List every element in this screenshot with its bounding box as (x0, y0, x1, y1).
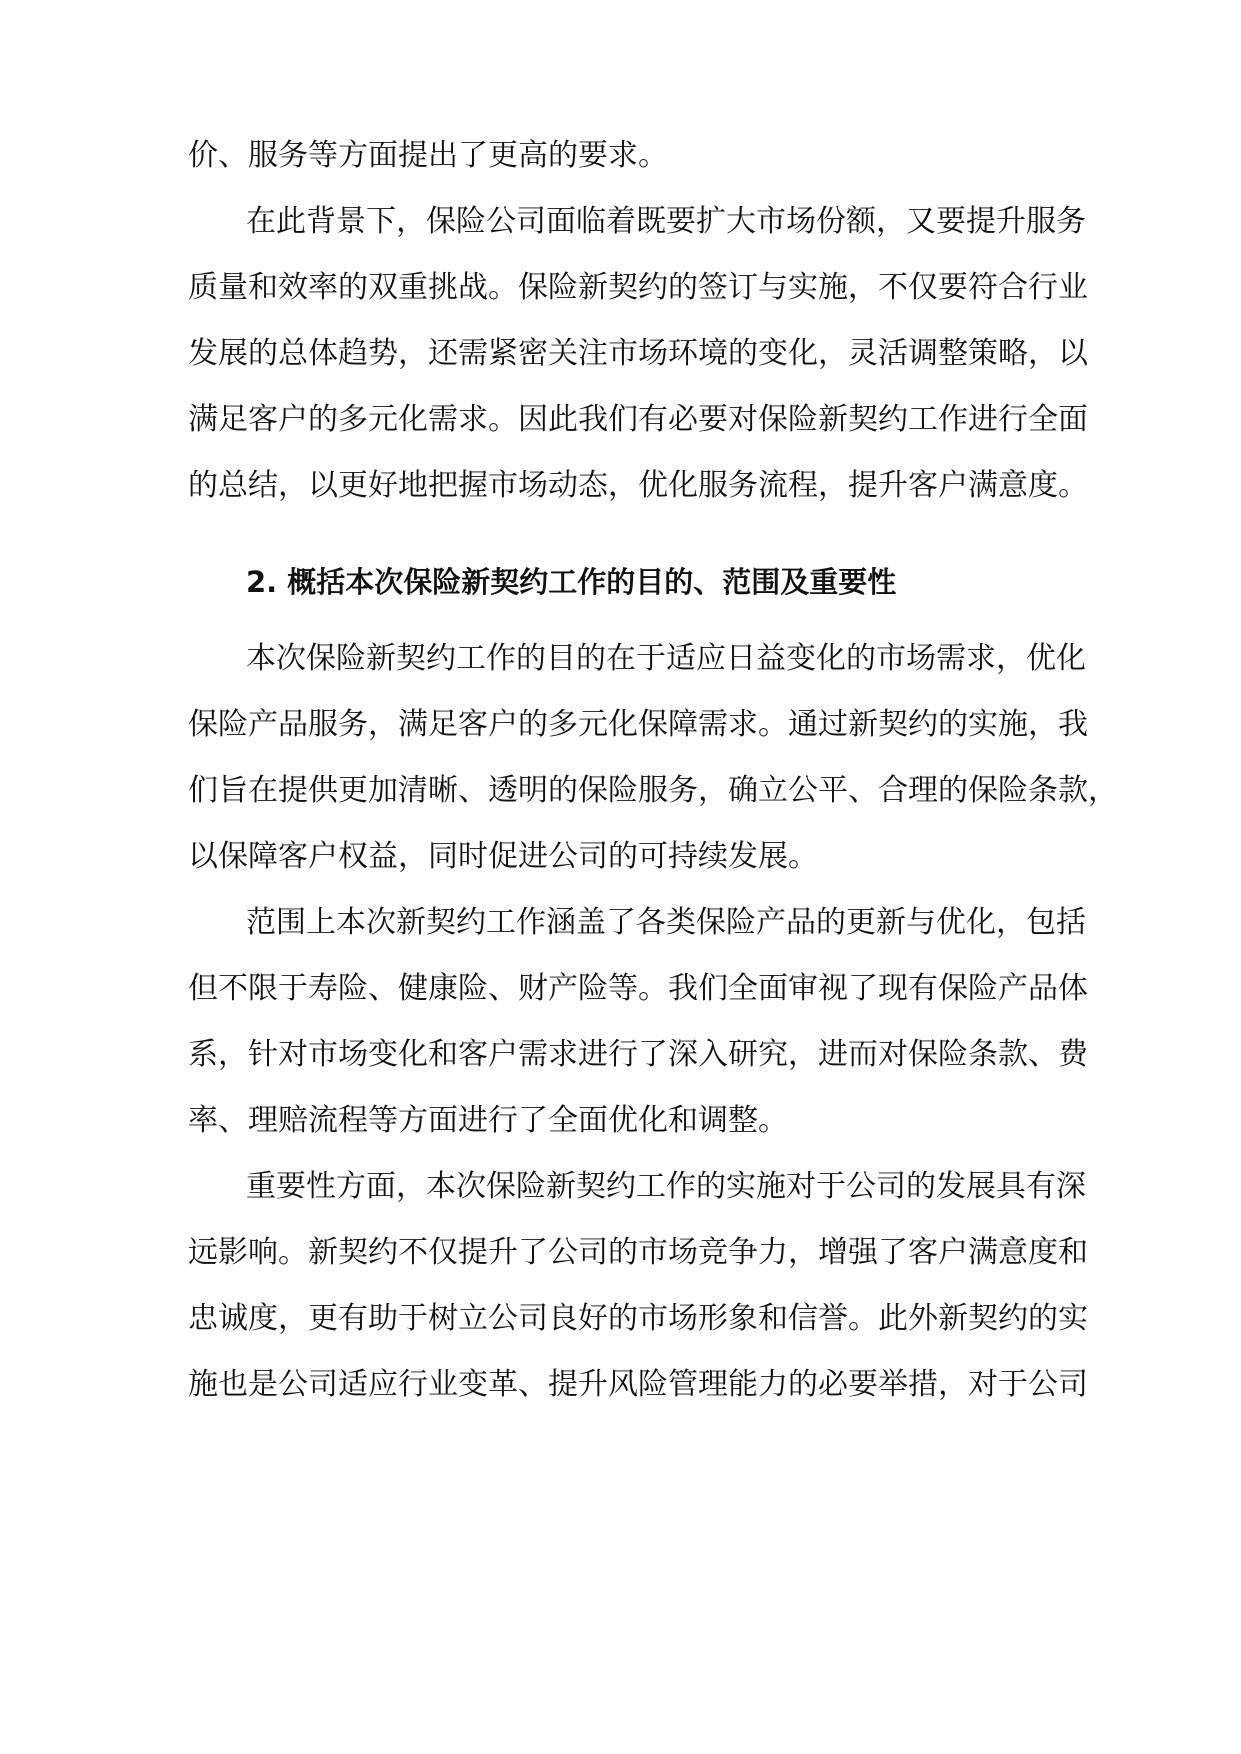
paragraph-line: 远影响。新契约不仅提升了公司的市场竞争力，增强了客户满意度和 (188, 1235, 1088, 1270)
paragraph-line: 在此背景下，保险公司面临着既要扩大市场份额，又要提升服务 (246, 204, 1086, 239)
paragraph-line: 发展的总体趋势，还需紧密关注市场环境的变化，灵活调整策略，以 (188, 336, 1088, 371)
paragraph-line: 忠诚度，更有助于树立公司良好的市场形象和信誉。此外新契约的实 (188, 1301, 1088, 1336)
paragraph-line: 们旨在提供更加清晰、透明的保险服务，确立公平、合理的保险条款， (188, 773, 1118, 808)
paragraph-line: 以保障客户权益，同时促进公司的可持续发展。 (188, 839, 818, 874)
paragraph-line: 的总结，以更好地把握市场动态，优化服务流程，提升客户满意度。 (188, 468, 1088, 503)
paragraph-line: 系，针对市场变化和客户需求进行了深入研究，进而对保险条款、费 (188, 1037, 1088, 1072)
paragraph-line: 但不限于寿险、健康险、财产险等。我们全面审视了现有保险产品体 (188, 971, 1088, 1006)
paragraph-line: 本次保险新契约工作的目的在于适应日益变化的市场需求，优化 (246, 641, 1086, 676)
paragraph-line: 满足客户的多元化需求。因此我们有必要对保险新契约工作进行全面 (188, 402, 1088, 437)
paragraph-line: 范围上本次新契约工作涵盖了各类保险产品的更新与优化，包括 (246, 905, 1086, 940)
paragraph-line: 重要性方面，本次保险新契约工作的实施对于公司的发展具有深 (246, 1169, 1086, 1204)
paragraph-line: 质量和效率的双重挑战。保险新契约的签订与实施，不仅要符合行业 (188, 270, 1088, 305)
paragraph-line: 率、理赔流程等方面进行了全面优化和调整。 (188, 1103, 788, 1138)
paragraph-line: 施也是公司适应行业变革、提升风险管理能力的必要举措，对于公司 (188, 1367, 1088, 1402)
paragraph-line: 保险产品服务，满足客户的多元化保障需求。通过新契约的实施，我 (188, 707, 1088, 742)
paragraph-line: 价、服务等方面提出了更高的要求。 (188, 138, 668, 173)
section-heading: 2. 概括本次保险新契约工作的目的、范围及重要性 (246, 565, 897, 599)
